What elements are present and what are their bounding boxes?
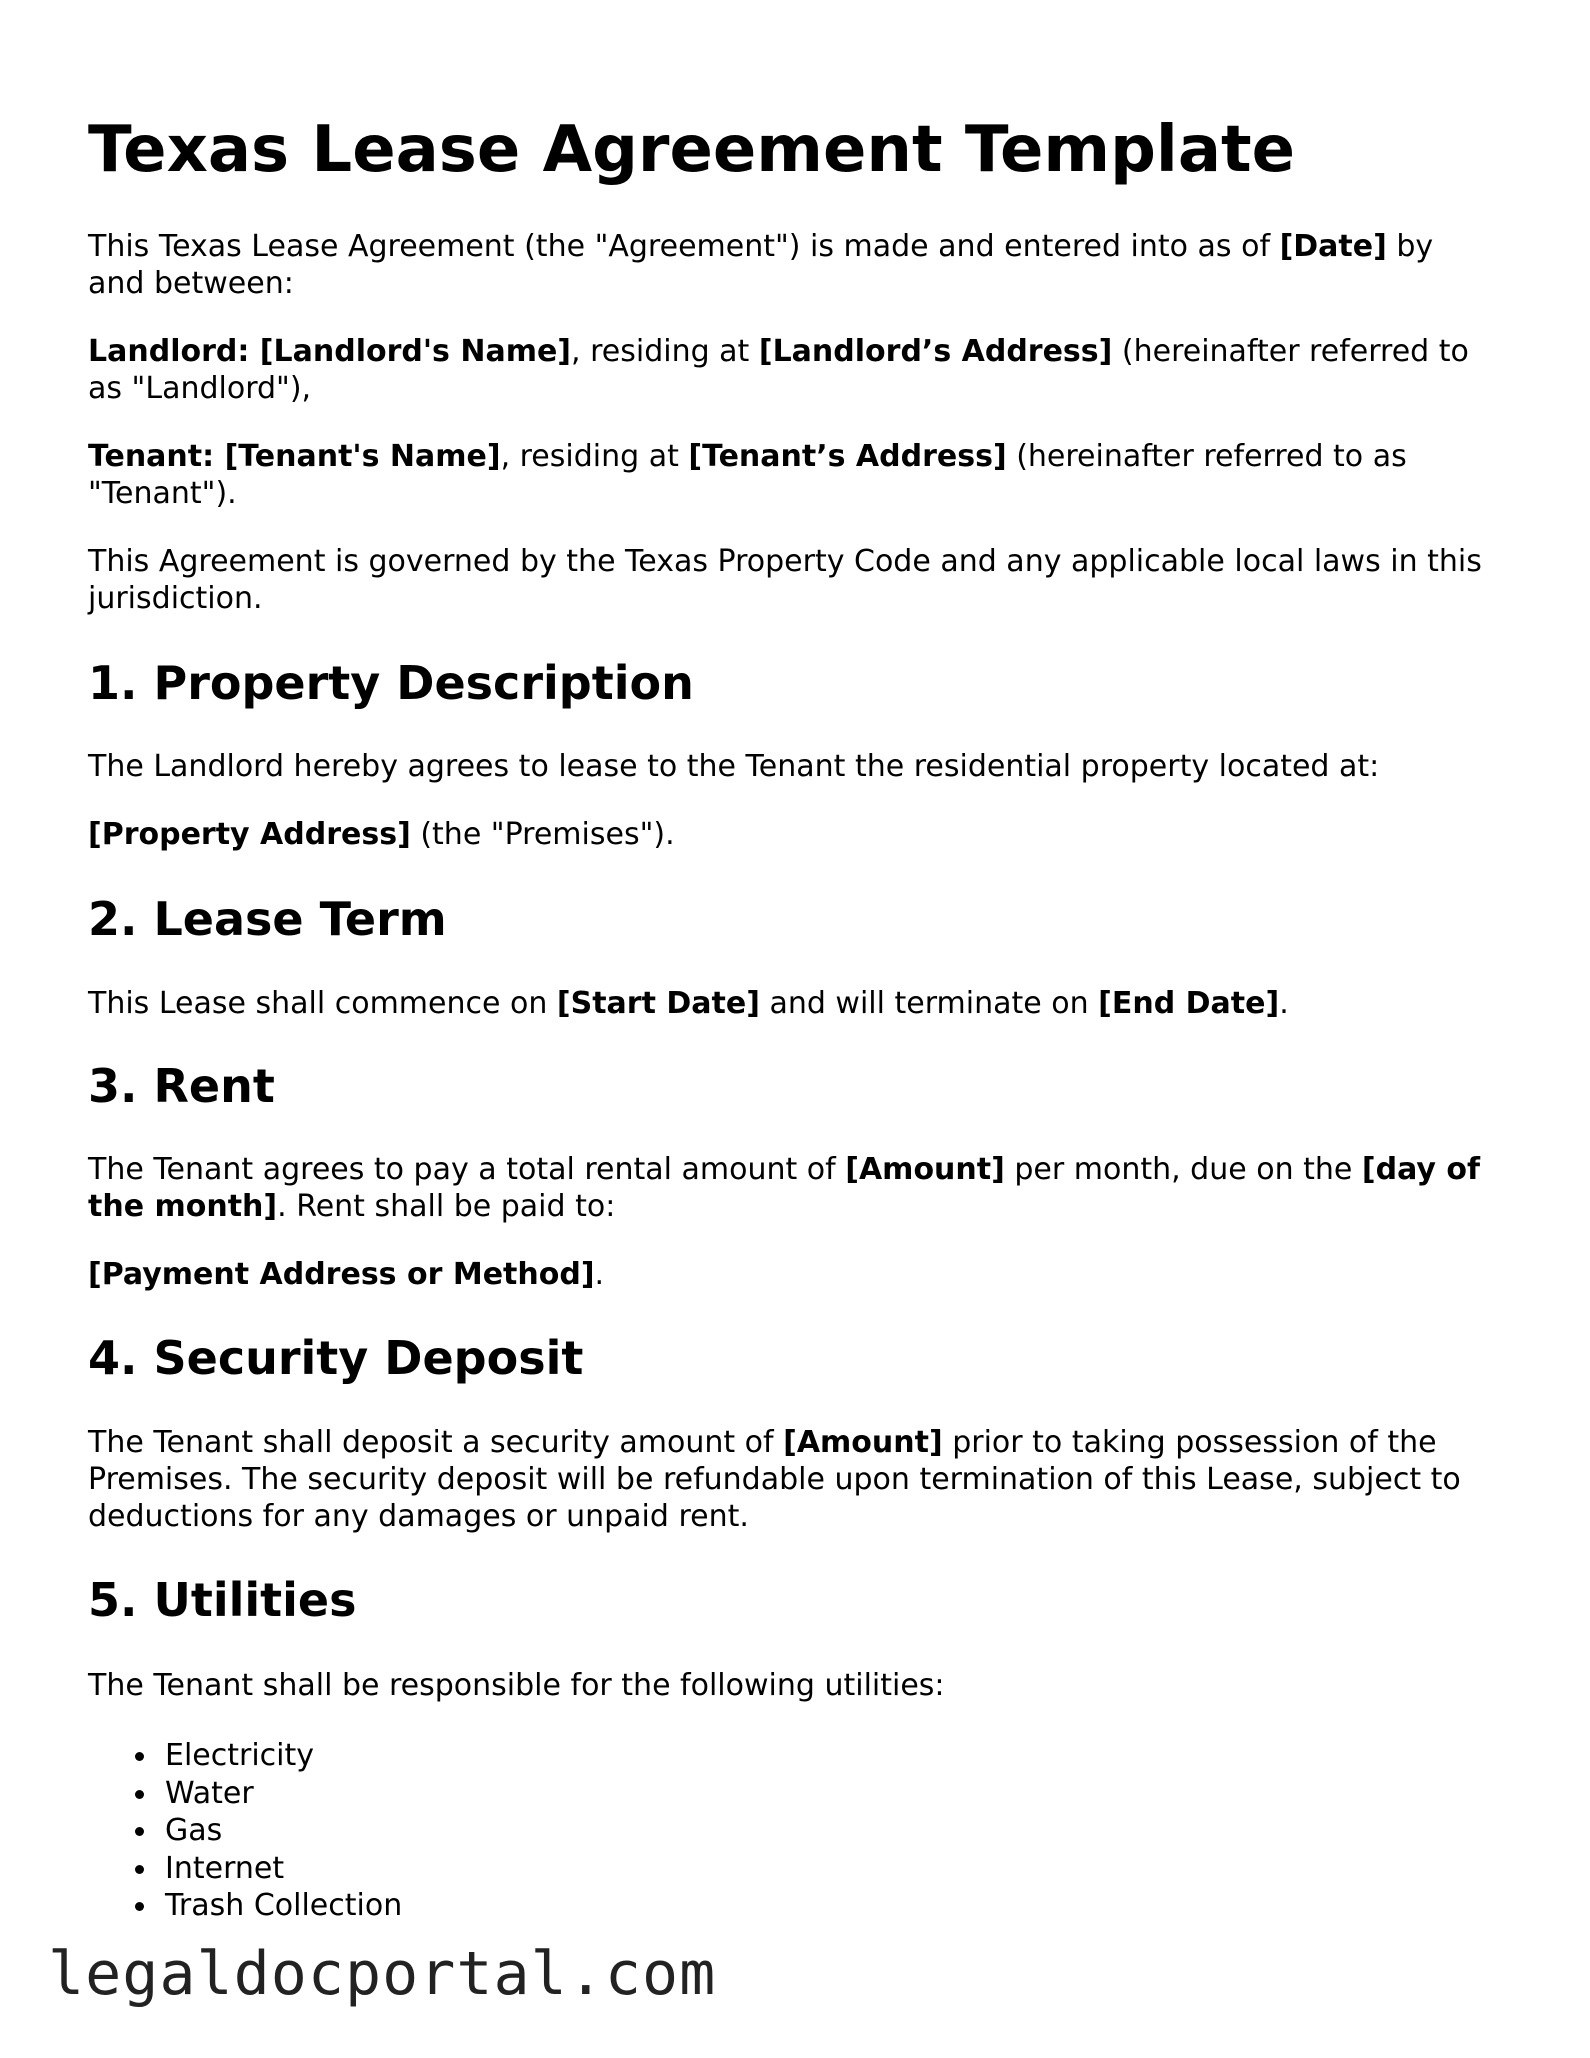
intro-text-2: by and between: bbox=[88, 229, 1434, 301]
deposit-text-2: prior to taking possession of the Premises. The security deposit will be refundable upon termination of this Lease, subject to deductions for any damages or unpaid rent. bbox=[88, 1425, 1461, 1534]
property-address-suffix: (the "Premises"). bbox=[410, 817, 675, 852]
landlord-paragraph bbox=[88, 333, 1498, 407]
tenant-text-2: (hereinafter referred to as "Tenant"). bbox=[88, 439, 1407, 511]
section-heading-rent: 3. Rent bbox=[88, 1059, 275, 1113]
property-address-placeholder: [Property Address] bbox=[88, 817, 411, 852]
term-text-2: and will terminate on bbox=[759, 986, 1099, 1021]
term-text-3: . bbox=[1279, 986, 1289, 1021]
tenant-text-1: , residing at bbox=[500, 439, 689, 474]
term-text-1: This Lease shall commence on bbox=[88, 986, 557, 1021]
landlord-text-1: , residing at bbox=[571, 334, 759, 369]
date-placeholder: [Date] bbox=[1279, 229, 1387, 264]
landlord-name-label: Landlord: [Landlord's Name] bbox=[88, 334, 572, 369]
payment-method-line bbox=[88, 1256, 1498, 1293]
list-item: Gas bbox=[88, 1812, 402, 1850]
section-heading-property: 1. Property Description bbox=[88, 656, 694, 710]
landlord-address-placeholder: [Landlord’s Address] bbox=[758, 334, 1113, 369]
rent-amount-placeholder: [Amount] bbox=[845, 1152, 1005, 1187]
list-item: Electricity bbox=[88, 1737, 402, 1775]
start-date-placeholder: [Start Date] bbox=[556, 986, 760, 1021]
utilities-text: The Tenant shall be responsible for the following utilities: bbox=[88, 1668, 945, 1703]
payment-method-suffix: . bbox=[594, 1257, 605, 1292]
governing-law-paragraph: This Agreement is governed by the Texas Property Code and any applicable local laws in this jurisdiction. bbox=[88, 544, 1482, 616]
site-watermark: legaldocportal.com bbox=[48, 1939, 717, 2009]
property-address-line bbox=[88, 816, 1498, 853]
tenant-name-label: Tenant: [Tenant's Name] bbox=[88, 439, 501, 474]
end-date-placeholder: [End Date] bbox=[1098, 986, 1280, 1021]
tenant-paragraph bbox=[88, 438, 1498, 512]
list-item: Trash Collection bbox=[88, 1887, 402, 1925]
utilities-list bbox=[88, 1737, 402, 1925]
intro-paragraph bbox=[88, 228, 1498, 302]
tenant-address-placeholder: [Tenant’s Address] bbox=[688, 439, 1007, 474]
list-item: Water bbox=[88, 1775, 402, 1813]
section-heading-utilities: 5. Utilities bbox=[88, 1573, 357, 1627]
deposit-amount-placeholder: [Amount] bbox=[783, 1425, 943, 1460]
term-paragraph bbox=[88, 985, 1498, 1022]
landlord-text-2: (hereinafter referred to as "Landlord"), bbox=[88, 334, 1469, 406]
payment-method-placeholder: [Payment Address or Method] bbox=[88, 1257, 595, 1292]
document-title: Texas Lease Agreement Template bbox=[88, 113, 1295, 187]
property-text: The Landlord hereby agrees to lease to the Tenant the residential property located at: bbox=[88, 749, 1380, 784]
section-heading-term: 2. Lease Term bbox=[88, 892, 447, 946]
deposit-text-1: The Tenant shall deposit a security amount of bbox=[88, 1425, 784, 1460]
deposit-paragraph bbox=[88, 1424, 1498, 1535]
rent-text-1: The Tenant agrees to pay a total rental amount of bbox=[88, 1152, 846, 1187]
section-heading-deposit: 4. Security Deposit bbox=[88, 1331, 584, 1385]
rent-text-3: . Rent shall be paid to: bbox=[277, 1189, 616, 1224]
rent-paragraph bbox=[88, 1151, 1498, 1225]
list-item: Internet bbox=[88, 1850, 402, 1888]
rent-day-placeholder: [day of the month] bbox=[88, 1152, 1481, 1224]
intro-text-1: This Texas Lease Agreement (the "Agreement") is made and entered into as of bbox=[88, 229, 1280, 264]
rent-text-2: per month, due on the bbox=[1004, 1152, 1362, 1187]
